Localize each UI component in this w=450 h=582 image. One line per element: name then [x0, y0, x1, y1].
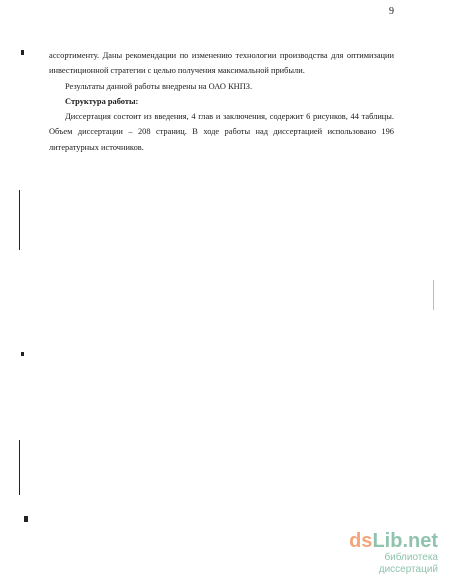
section-heading-structure: Структура работы:	[65, 96, 139, 106]
document-body	[49, 48, 394, 155]
scan-mark-dot	[21, 352, 24, 356]
watermark-caption: библиотека диссертаций	[378, 552, 438, 575]
scan-mark-line-2	[19, 440, 20, 495]
paragraph-recommendations: ассортименту. Даны рекомендации по изменению технологии производства для оптимизации инвестиционной стратегии с целью получения максимальной прибыли.	[49, 51, 394, 76]
scan-mark-right	[433, 280, 434, 310]
scan-mark-line-1	[19, 190, 20, 250]
watermark-logo-lib: Lib	[372, 530, 403, 552]
scan-mark-bottom	[24, 516, 28, 522]
scan-mark-top	[21, 50, 24, 55]
paragraph-results: Результаты данной работы внедрены на ОАО КНПЗ.	[65, 81, 253, 91]
page-number: 9	[389, 6, 394, 17]
watermark-logo-ds: ds	[349, 530, 373, 552]
watermark-logo	[330, 530, 438, 552]
watermark-logo-net: net	[408, 530, 438, 552]
watermark-logo-dot: .	[402, 530, 408, 552]
watermark	[330, 530, 438, 576]
paragraph-structure: Диссертация состоит из введения, 4 глав и заключения, содержит 6 рисунков, 44 таблицы. Объем диссертации – 208 страниц. В ходе работы над диссертацией использовано 196 литературных источников.	[49, 112, 394, 152]
